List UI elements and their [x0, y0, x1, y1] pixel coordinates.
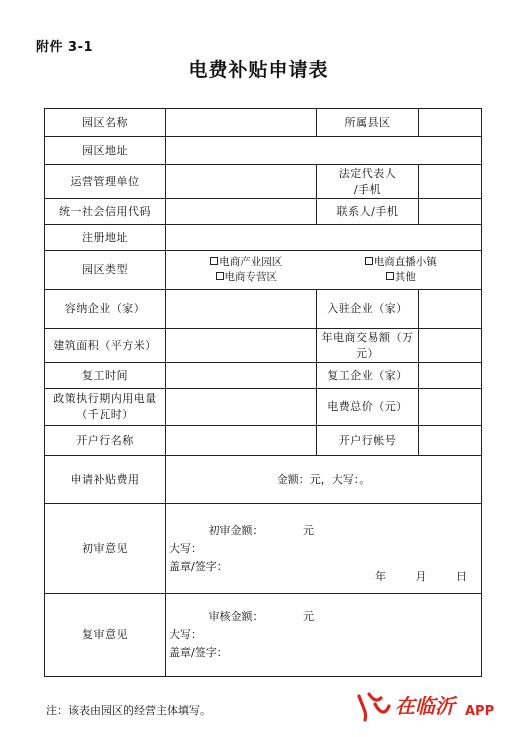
first-review-amount-label: 初审金额： [208, 523, 264, 537]
accommodated-value[interactable] [166, 290, 317, 329]
logo-app-text: APP [465, 704, 495, 719]
option-other[interactable]: 其他 [324, 270, 479, 285]
row-second-review [45, 594, 482, 677]
resumed-label: 复工企业（家） [317, 363, 419, 389]
date-day: 日 [456, 570, 467, 583]
row-operator [45, 165, 482, 199]
first-review-yuan: 元 [303, 523, 314, 537]
elec-total-label: 电费总价（元） [317, 389, 419, 426]
second-review-label: 复审意见 [45, 594, 166, 677]
resume-time-label: 复工时间 [45, 363, 166, 389]
row-park-address [45, 137, 482, 165]
credit-code-label: 统一社会信用代码 [45, 199, 166, 225]
park-address-value[interactable] [166, 137, 482, 165]
accommodated-label: 容纳企业（家） [45, 290, 166, 329]
first-review-uppercase: 大写： [169, 541, 202, 555]
first-review-date [349, 569, 467, 585]
park-name-label: 园区名称 [45, 109, 166, 137]
settled-label: 入驻企业（家） [317, 290, 419, 329]
row-credit-code [45, 199, 482, 225]
checkbox-icon[interactable] [386, 272, 394, 280]
second-review-cell[interactable] [166, 594, 482, 677]
annual-trade-unit: 元） [356, 346, 379, 360]
elec-total-value[interactable] [419, 389, 482, 426]
park-address-label: 园区地址 [45, 137, 166, 165]
subsidy-application-form [44, 108, 482, 677]
contact-value[interactable] [419, 199, 482, 225]
checkbox-icon[interactable] [210, 257, 218, 265]
date-year: 年 [375, 570, 386, 583]
row-resume [45, 363, 482, 389]
floor-area-label: 建筑面积（平方米） [45, 329, 166, 363]
row-enterprises [45, 290, 482, 329]
resumed-value[interactable] [419, 363, 482, 389]
first-review-cell[interactable] [166, 504, 482, 594]
reg-address-value[interactable] [166, 225, 482, 251]
first-review-seal: 盖章/签字： [169, 559, 228, 573]
row-reg-address [45, 225, 482, 251]
row-power [45, 389, 482, 426]
annual-trade-value[interactable] [419, 329, 482, 363]
power-usage-text: 政策执行期内用电量 [53, 392, 157, 405]
power-usage-unit: （千瓦时） [76, 408, 134, 421]
operator-value[interactable] [166, 165, 317, 199]
contact-label: 联系人/手机 [317, 199, 419, 225]
credit-code-value[interactable] [166, 199, 317, 225]
county-value[interactable] [419, 109, 482, 137]
checkbox-icon[interactable] [365, 257, 373, 265]
second-review-amount-label: 审核金额： [208, 610, 264, 623]
attachment-label: 附件 3-1 [36, 40, 94, 55]
row-area [45, 329, 482, 363]
date-month: 月 [415, 570, 427, 583]
floor-area-value[interactable] [166, 329, 317, 363]
resume-time-value[interactable] [166, 363, 317, 389]
zailinyi-logo [355, 686, 515, 726]
footer-note: 注：该表由园区的经营主体填写。 [46, 704, 211, 717]
park-type-label: 园区类型 [45, 251, 166, 290]
row-bank [45, 426, 482, 456]
option-livestream-town[interactable]: 电商直播小镇 [324, 255, 479, 270]
row-subsidy [45, 456, 482, 504]
first-review-label: 初审意见 [45, 504, 166, 594]
second-review-yuan: 元 [303, 610, 314, 623]
park-name-value[interactable] [166, 109, 317, 137]
row-park-name [45, 109, 482, 137]
row-park-type [45, 251, 482, 290]
legal-rep-phone-text: /手机 [353, 182, 382, 196]
logo-brand-text: 在临沂 [395, 694, 455, 718]
checkbox-icon[interactable] [216, 272, 224, 280]
bank-account-value[interactable] [419, 426, 482, 456]
annual-trade-text: 年电商交易额（万 [321, 330, 414, 344]
reg-address-label: 注册地址 [45, 225, 166, 251]
bank-account-label: 开户行帐号 [317, 426, 419, 456]
option-ecommerce-zone[interactable]: 电商专营区 [169, 270, 324, 285]
power-usage-value[interactable] [166, 389, 317, 426]
bank-name-value[interactable] [166, 426, 317, 456]
county-label: 所属县区 [317, 109, 419, 137]
option-ecommerce-park[interactable]: 电商产业园区 [169, 255, 324, 270]
park-type-options [166, 251, 482, 290]
subsidy-label: 申请补贴费用 [45, 456, 166, 504]
second-review-seal: 盖章/签字： [169, 646, 228, 659]
legal-rep-text: 法定代表人 [338, 166, 397, 180]
subsidy-amount-value[interactable]: 金额：元，大写：。 [166, 456, 482, 504]
logo-brush-mark [359, 694, 389, 720]
annual-trade-label [317, 329, 419, 363]
second-review-uppercase: 大写： [169, 628, 202, 641]
legal-rep-value[interactable] [419, 165, 482, 199]
power-usage-label [45, 389, 166, 426]
operator-label: 运营管理单位 [45, 165, 166, 199]
legal-rep-label [317, 165, 419, 199]
form-title: 电费补贴申请表 [188, 59, 329, 81]
bank-name-label: 开户行名称 [45, 426, 166, 456]
row-first-review [45, 504, 482, 594]
settled-value[interactable] [419, 290, 482, 329]
